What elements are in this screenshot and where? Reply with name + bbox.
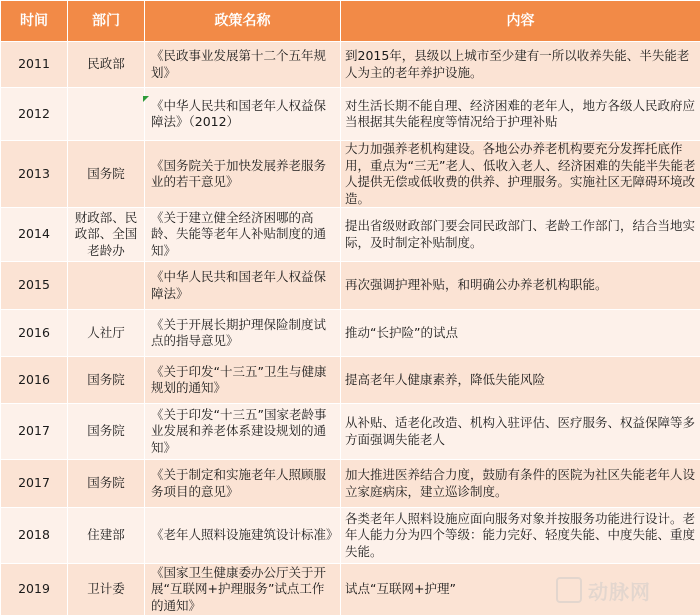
cell-dept (68, 88, 145, 141)
cell-year: 2018 (1, 508, 68, 564)
cell-dept: 国务院 (68, 141, 145, 208)
cell-dept: 住建部 (68, 508, 145, 564)
table-row (1, 42, 700, 88)
cell-policy: 《关于印发“十三五”国家老龄事业发展和养老体系建设规划的通知》 (145, 404, 341, 460)
cell-dept (68, 262, 145, 310)
cell-content: 对生活长期不能自理、经济困难的老年人，地方各级人民政府应当根据其失能程度等情况给于护理补贴 (341, 88, 700, 141)
cell-content: 各类老年人照料设施应面向服务对象并按服务功能进行设计。老年人能力分为四个等级：能力完好、轻度失能、中度失能、重度失能。 (341, 508, 700, 564)
header-policy: 政策名称 (145, 1, 341, 42)
cell-policy: 《关于制定和实施老年人照顾服务项目的意见》 (145, 460, 341, 508)
watermark-logo-icon (556, 577, 582, 603)
table-row (1, 208, 700, 262)
table-row (1, 508, 700, 564)
table-row (1, 141, 700, 208)
cell-content: 大力加强养老机构建设。各地公办养老机构要充分发挥托底作用，重点为“三无”老人、低收入老人、经济困难的失能半失能老人提供无偿或低收费的供养、护理服务。实施社区无障碍环境改造。 (341, 141, 700, 208)
cell-policy: 《国务院关于加快发展养老服务业的若干意见》 (145, 141, 341, 208)
cell-year: 2016 (1, 357, 68, 404)
cell-content: 试点“互联网+护理” (341, 564, 700, 616)
cell-year: 2017 (1, 404, 68, 460)
cell-policy: 《国家卫生健康委办公厅关于开展“互联网+护理服务”试点工作的通知》 (145, 564, 341, 616)
cell-dept: 财政部、民政部、全国老龄办 (68, 208, 145, 262)
cell-year: 2011 (1, 42, 68, 88)
cell-policy: 《老年人照料设施建筑设计标准》 (145, 508, 341, 564)
header-content: 内容 (341, 1, 700, 42)
header-dept: 部门 (68, 1, 145, 42)
cell-dept: 民政部 (68, 42, 145, 88)
cell-content: 加大推进医养结合力度，鼓励有条件的医院为社区失能老年人设立家庭病床，建立巡诊制度。 (341, 460, 700, 508)
cell-content: 提出省级财政部门要会同民政部门、老龄工作部门，结合当地实际，及时制定补贴制度。 (341, 208, 700, 262)
cell-content: 从补贴、适老化改造、机构入驻评估、医疗服务、权益保障等多方面强调失能老人 (341, 404, 700, 460)
cell-policy: 《中华人民共和国老年人权益保障法》 (145, 262, 341, 310)
cell-year: 2016 (1, 310, 68, 357)
cell-content: 再次强调护理补贴，和明确公办养老机构职能。 (341, 262, 700, 310)
cell-content: 到2015年，县级以上城市至少建有一所以收养失能、半失能老人为主的老年养护设施。 (341, 42, 700, 88)
cell-year: 2013 (1, 141, 68, 208)
header-row (1, 1, 700, 42)
cell-content: 推动“长护险”的试点 (341, 310, 700, 357)
table-row (1, 460, 700, 508)
table-row (1, 262, 700, 310)
cell-dept: 卫计委 (68, 564, 145, 616)
table-row (1, 404, 700, 460)
watermark (556, 575, 696, 605)
cell-policy: 《关于建立健全经济困哪的高龄、失能等老年人补贴制度的通知》 (145, 208, 341, 262)
cell-policy: 《民政事业发展第十二个五年规划》 (145, 42, 341, 88)
cell-dept: 国务院 (68, 404, 145, 460)
header-year: 时间 (1, 1, 68, 42)
cell-policy: 《关于开展长期护理保险制度试点的指导意见》 (145, 310, 341, 357)
cell-year: 2014 (1, 208, 68, 262)
table-row (1, 310, 700, 357)
cell-policy: 《关于印发“十三五”卫生与健康规划的通知》 (145, 357, 341, 404)
cell-dept: 国务院 (68, 460, 145, 508)
cell-year: 2017 (1, 460, 68, 508)
table-row (1, 357, 700, 404)
cell-content: 提高老年人健康素养，降低失能风险 (341, 357, 700, 404)
table-row (1, 88, 700, 141)
cell-dept: 人社厅 (68, 310, 145, 357)
cell-year: 2015 (1, 262, 68, 310)
cell-comment-marker (143, 96, 149, 102)
cell-year: 2019 (1, 564, 68, 616)
cell-year: 2012 (1, 88, 68, 141)
watermark-text: 动脉网 (588, 576, 651, 605)
cell-dept: 国务院 (68, 357, 145, 404)
cell-policy: 《中华人民共和国老年人权益保障法》（2012） (145, 88, 341, 141)
